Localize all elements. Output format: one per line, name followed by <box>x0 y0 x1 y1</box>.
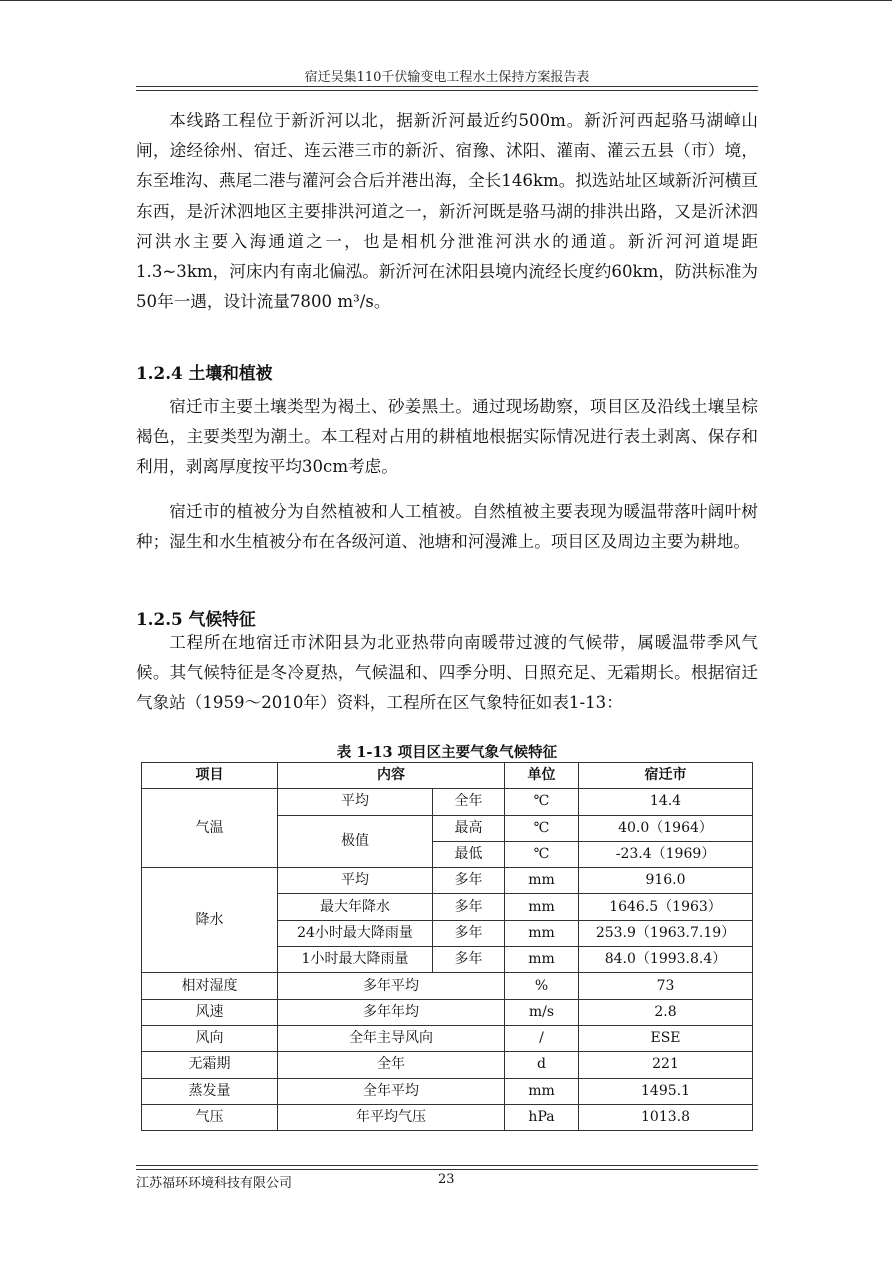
cell: 平均 <box>278 868 433 894</box>
cell: 风速 <box>142 999 278 1025</box>
header-rule <box>136 86 758 87</box>
cell: 多年 <box>433 868 505 894</box>
footer-company: 江苏福环环境科技有限公司 <box>136 1176 293 1191</box>
cell: 风向 <box>142 1025 278 1051</box>
cell: 1小时最大降雨量 <box>278 947 433 973</box>
table-caption: 表 1-13 项目区主要气象气候特征 <box>336 744 558 761</box>
cell: ℃ <box>505 789 579 815</box>
cell: 1013.8 <box>579 1104 753 1130</box>
cell: 多年平均 <box>278 973 505 999</box>
table-row <box>142 999 753 1025</box>
table-row <box>142 1052 753 1078</box>
cell: ℃ <box>505 815 579 841</box>
cell: 全年 <box>278 1052 505 1078</box>
table-row <box>142 1104 753 1130</box>
cell: mm <box>505 1078 579 1104</box>
cell: 蒸发量 <box>142 1078 278 1104</box>
cell: 全年 <box>433 789 505 815</box>
cell: 全年主导风向 <box>278 1025 505 1051</box>
page-top-border <box>0 0 892 1</box>
cell: 84.0（1993.8.4） <box>579 947 753 973</box>
cell: 相对湿度 <box>142 973 278 999</box>
header-rule-thin <box>136 90 758 91</box>
cell: 全年平均 <box>278 1078 505 1104</box>
page-header-title: 宿迁吴集110千伏输变电工程水土保持方案报告表 <box>304 70 590 85</box>
header-content: 内容 <box>278 763 505 789</box>
cell: 多年 <box>433 920 505 946</box>
cell-precipitation: 降水 <box>142 868 278 973</box>
table-row <box>142 868 753 894</box>
footer-rule <box>136 1165 758 1166</box>
climate-table <box>141 762 753 1131</box>
table-header-row <box>142 763 753 789</box>
cell: 最高 <box>433 815 505 841</box>
cell: 14.4 <box>579 789 753 815</box>
cell: % <box>505 973 579 999</box>
cell: 40.0（1964） <box>579 815 753 841</box>
cell: 多年 <box>433 894 505 920</box>
cell: hPa <box>505 1104 579 1130</box>
section-heading-climate: 1.2.5 气候特征 <box>136 609 256 629</box>
cell: 最大年降水 <box>278 894 433 920</box>
cell: 极值 <box>278 815 433 868</box>
cell: 253.9（1963.7.19） <box>579 920 753 946</box>
cell: -23.4（1969） <box>579 841 753 867</box>
paragraph-river: 本线路工程位于新沂河以北，据新沂河最近约500m。新沂河西起骆马湖嶂山闸，途经徐州、宿迁、连云港三市的新沂、宿豫、沭阳、灌南、灌云五县（市）境，东至堆沟、燕尾二港与灌河会合后并港出海，全长146km。拟选站址区域新沂河横亘东西，是沂沭泗地区主要排洪河道之一，新沂河既是骆马湖的排洪出路，又是沂沭泗河洪水主要入海通道之一，也是相机分泄淮河洪水的通道。新沂河河道堤距1.3~3km，河床内有南北偏泓。新沂河在沭阳县境内流经长度约60km，防洪标准为50年一遇，设计流量7800 m³/s。 <box>136 111 758 312</box>
cell: mm <box>505 947 579 973</box>
paragraph-vegetation: 宿迁市的植被分为自然植被和人工植被。自然植被主要表现为暖温带落叶阔叶树种；湿生和水生植被分布在各级河道、池塘和河漫滩上。项目区及周边主要为耕地。 <box>136 502 758 552</box>
cell: 916.0 <box>579 868 753 894</box>
cell: 1646.5（1963） <box>579 894 753 920</box>
cell: 气压 <box>142 1104 278 1130</box>
cell: 221 <box>579 1052 753 1078</box>
cell: mm <box>505 868 579 894</box>
cell: d <box>505 1052 579 1078</box>
cell: 1495.1 <box>579 1078 753 1104</box>
header-item: 项目 <box>142 763 278 789</box>
cell: 最低 <box>433 841 505 867</box>
header-city: 宿迁市 <box>579 763 753 789</box>
cell: 24小时最大降雨量 <box>278 920 433 946</box>
cell: 年平均气压 <box>278 1104 505 1130</box>
cell: / <box>505 1025 579 1051</box>
paragraph-climate: 工程所在地宿迁市沭阳县为北亚热带向南暖带过渡的气候带，属暖温带季风气候。其气候特征是冬冷夏热，气候温和、四季分明、日照充足、无霜期长。根据宿迁气象站（1959～2010年）资料，工程所在区气象特征如表1-13： <box>136 633 758 713</box>
cell: 2.8 <box>579 999 753 1025</box>
cell: mm <box>505 894 579 920</box>
header-unit: 单位 <box>505 763 579 789</box>
table-row <box>142 1078 753 1104</box>
cell: 多年年均 <box>278 999 505 1025</box>
footer-rule-thin <box>136 1169 758 1170</box>
page-number: 23 <box>438 1172 455 1187</box>
cell: 73 <box>579 973 753 999</box>
cell: 多年 <box>433 947 505 973</box>
cell: ESE <box>579 1025 753 1051</box>
section-heading-soil: 1.2.4 土壤和植被 <box>136 363 273 383</box>
table-row <box>142 973 753 999</box>
table-row <box>142 1025 753 1051</box>
cell: 无霜期 <box>142 1052 278 1078</box>
paragraph-soil: 宿迁市主要土壤类型为褐土、砂姜黑土。通过现场勘察，项目区及沿线土壤呈棕褐色，主要类型为潮土。本工程对占用的耕植地根据实际情况进行表土剥离、保存和利用，剥离厚度按平均30cm考虑。 <box>136 397 758 477</box>
cell: ℃ <box>505 841 579 867</box>
cell-temperature: 气温 <box>142 789 278 868</box>
cell: m/s <box>505 999 579 1025</box>
table-row <box>142 789 753 815</box>
cell: 平均 <box>278 789 433 815</box>
cell: mm <box>505 920 579 946</box>
